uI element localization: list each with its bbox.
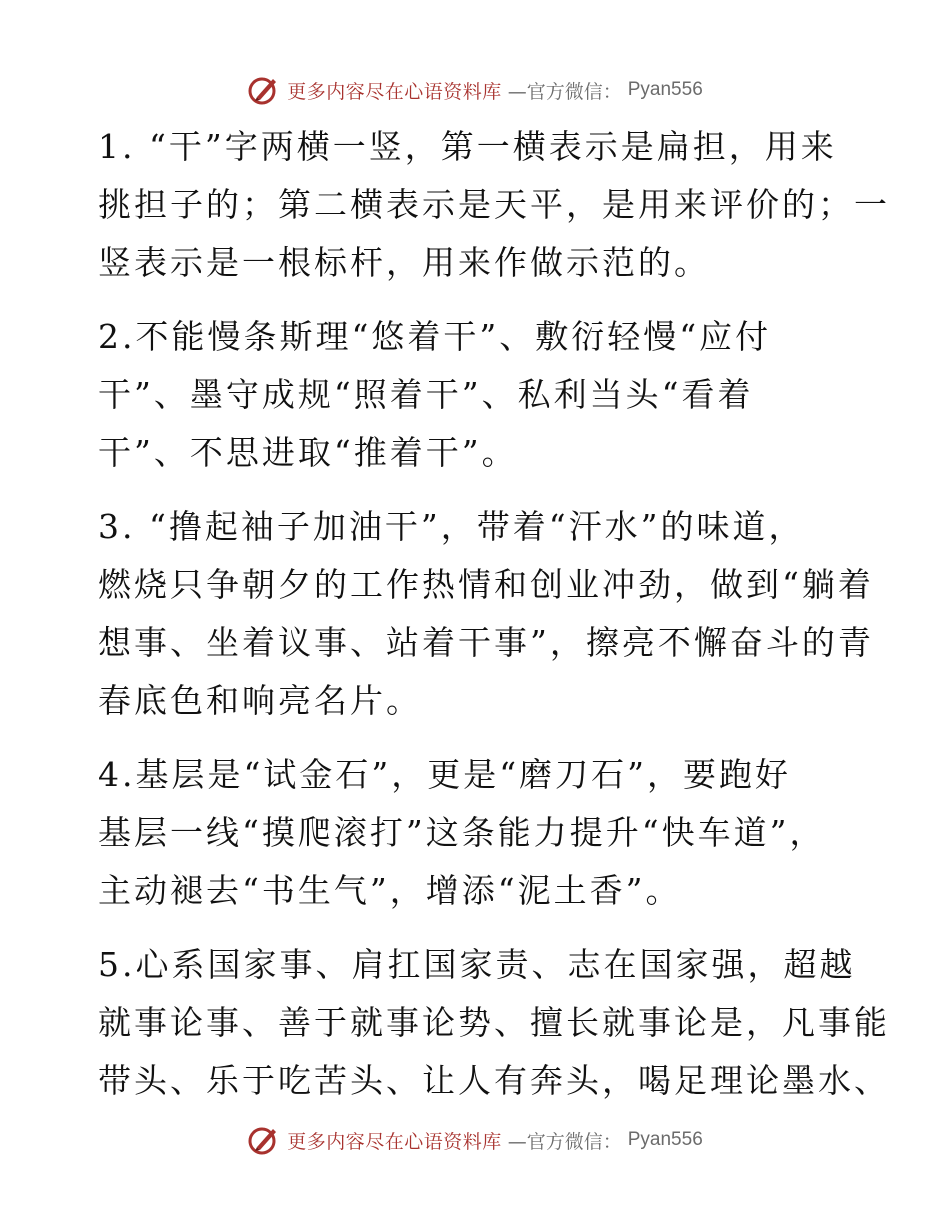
quill-seal-icon — [247, 1123, 281, 1157]
paragraph-line: 5.心系国家事、肩扛国家责、志在国家强，超越 — [98, 945, 856, 984]
watermark-header — [0, 70, 950, 110]
watermark-wechat-id: Pyan556 — [627, 1129, 703, 1150]
paragraph-2 — [98, 308, 858, 482]
paragraph-line: 燃烧只争朝夕的工作热情和创业冲劲，做到“躺着 — [98, 565, 874, 604]
watermark-brand-text: 更多内容尽在心语资料库 — [287, 1130, 502, 1153]
paragraph-line: 基层一线“摸爬滚打”这条能力提升“快车道”， — [98, 813, 826, 852]
watermark-footer — [0, 1120, 950, 1160]
paragraph-line: 挑担子的；第二横表示是天平，是用来评价的；一 — [98, 185, 890, 224]
paragraph-line: 就事论事、善于就事论势、擅长就事论是，凡事能 — [98, 1003, 890, 1042]
watermark-brand-text: 更多内容尽在心语资料库 — [287, 80, 502, 103]
paragraph-4 — [98, 746, 858, 920]
paragraph-line: 干”、不思进取“推着干”。 — [98, 433, 518, 472]
paragraph-line: 竖表示是一根标杆，用来作做示范的。 — [98, 243, 710, 282]
paragraph-line: 4.基层是“试金石”，更是“磨刀石”，要跑好 — [98, 755, 791, 794]
paragraph-1 — [98, 118, 890, 292]
watermark-separator: —官方微信： — [507, 80, 622, 103]
paragraph-line: 春底色和响亮名片。 — [98, 681, 422, 720]
paragraph-line: 想事、坐着议事、站着干事”，擦亮不懈奋斗的青 — [98, 623, 874, 662]
paragraph-line: 1. “干”字两横一竖，第一横表示是扁担，用来 — [98, 127, 837, 166]
document-body — [98, 118, 890, 1110]
paragraph-line: 2.不能慢条斯理“悠着干”、敷衍轻慢“应付 — [98, 317, 772, 356]
quill-seal-icon — [247, 73, 281, 107]
watermark-separator: —官方微信： — [507, 1130, 622, 1153]
paragraph-line: 3. “撸起袖子加油干”，带着“汗水”的味道， — [98, 507, 805, 546]
paragraph-line: 带头、乐于吃苦头、让人有奔头，喝足理论墨水、 — [98, 1061, 890, 1100]
paragraph-line: 干”、墨守成规“照着干”、私利当头“看着 — [98, 375, 754, 414]
paragraph-3 — [98, 498, 874, 730]
paragraph-5 — [98, 936, 890, 1110]
watermark-wechat-id: Pyan556 — [627, 79, 703, 100]
paragraph-line: 主动褪去“书生气”，增添“泥土香”。 — [98, 871, 682, 910]
